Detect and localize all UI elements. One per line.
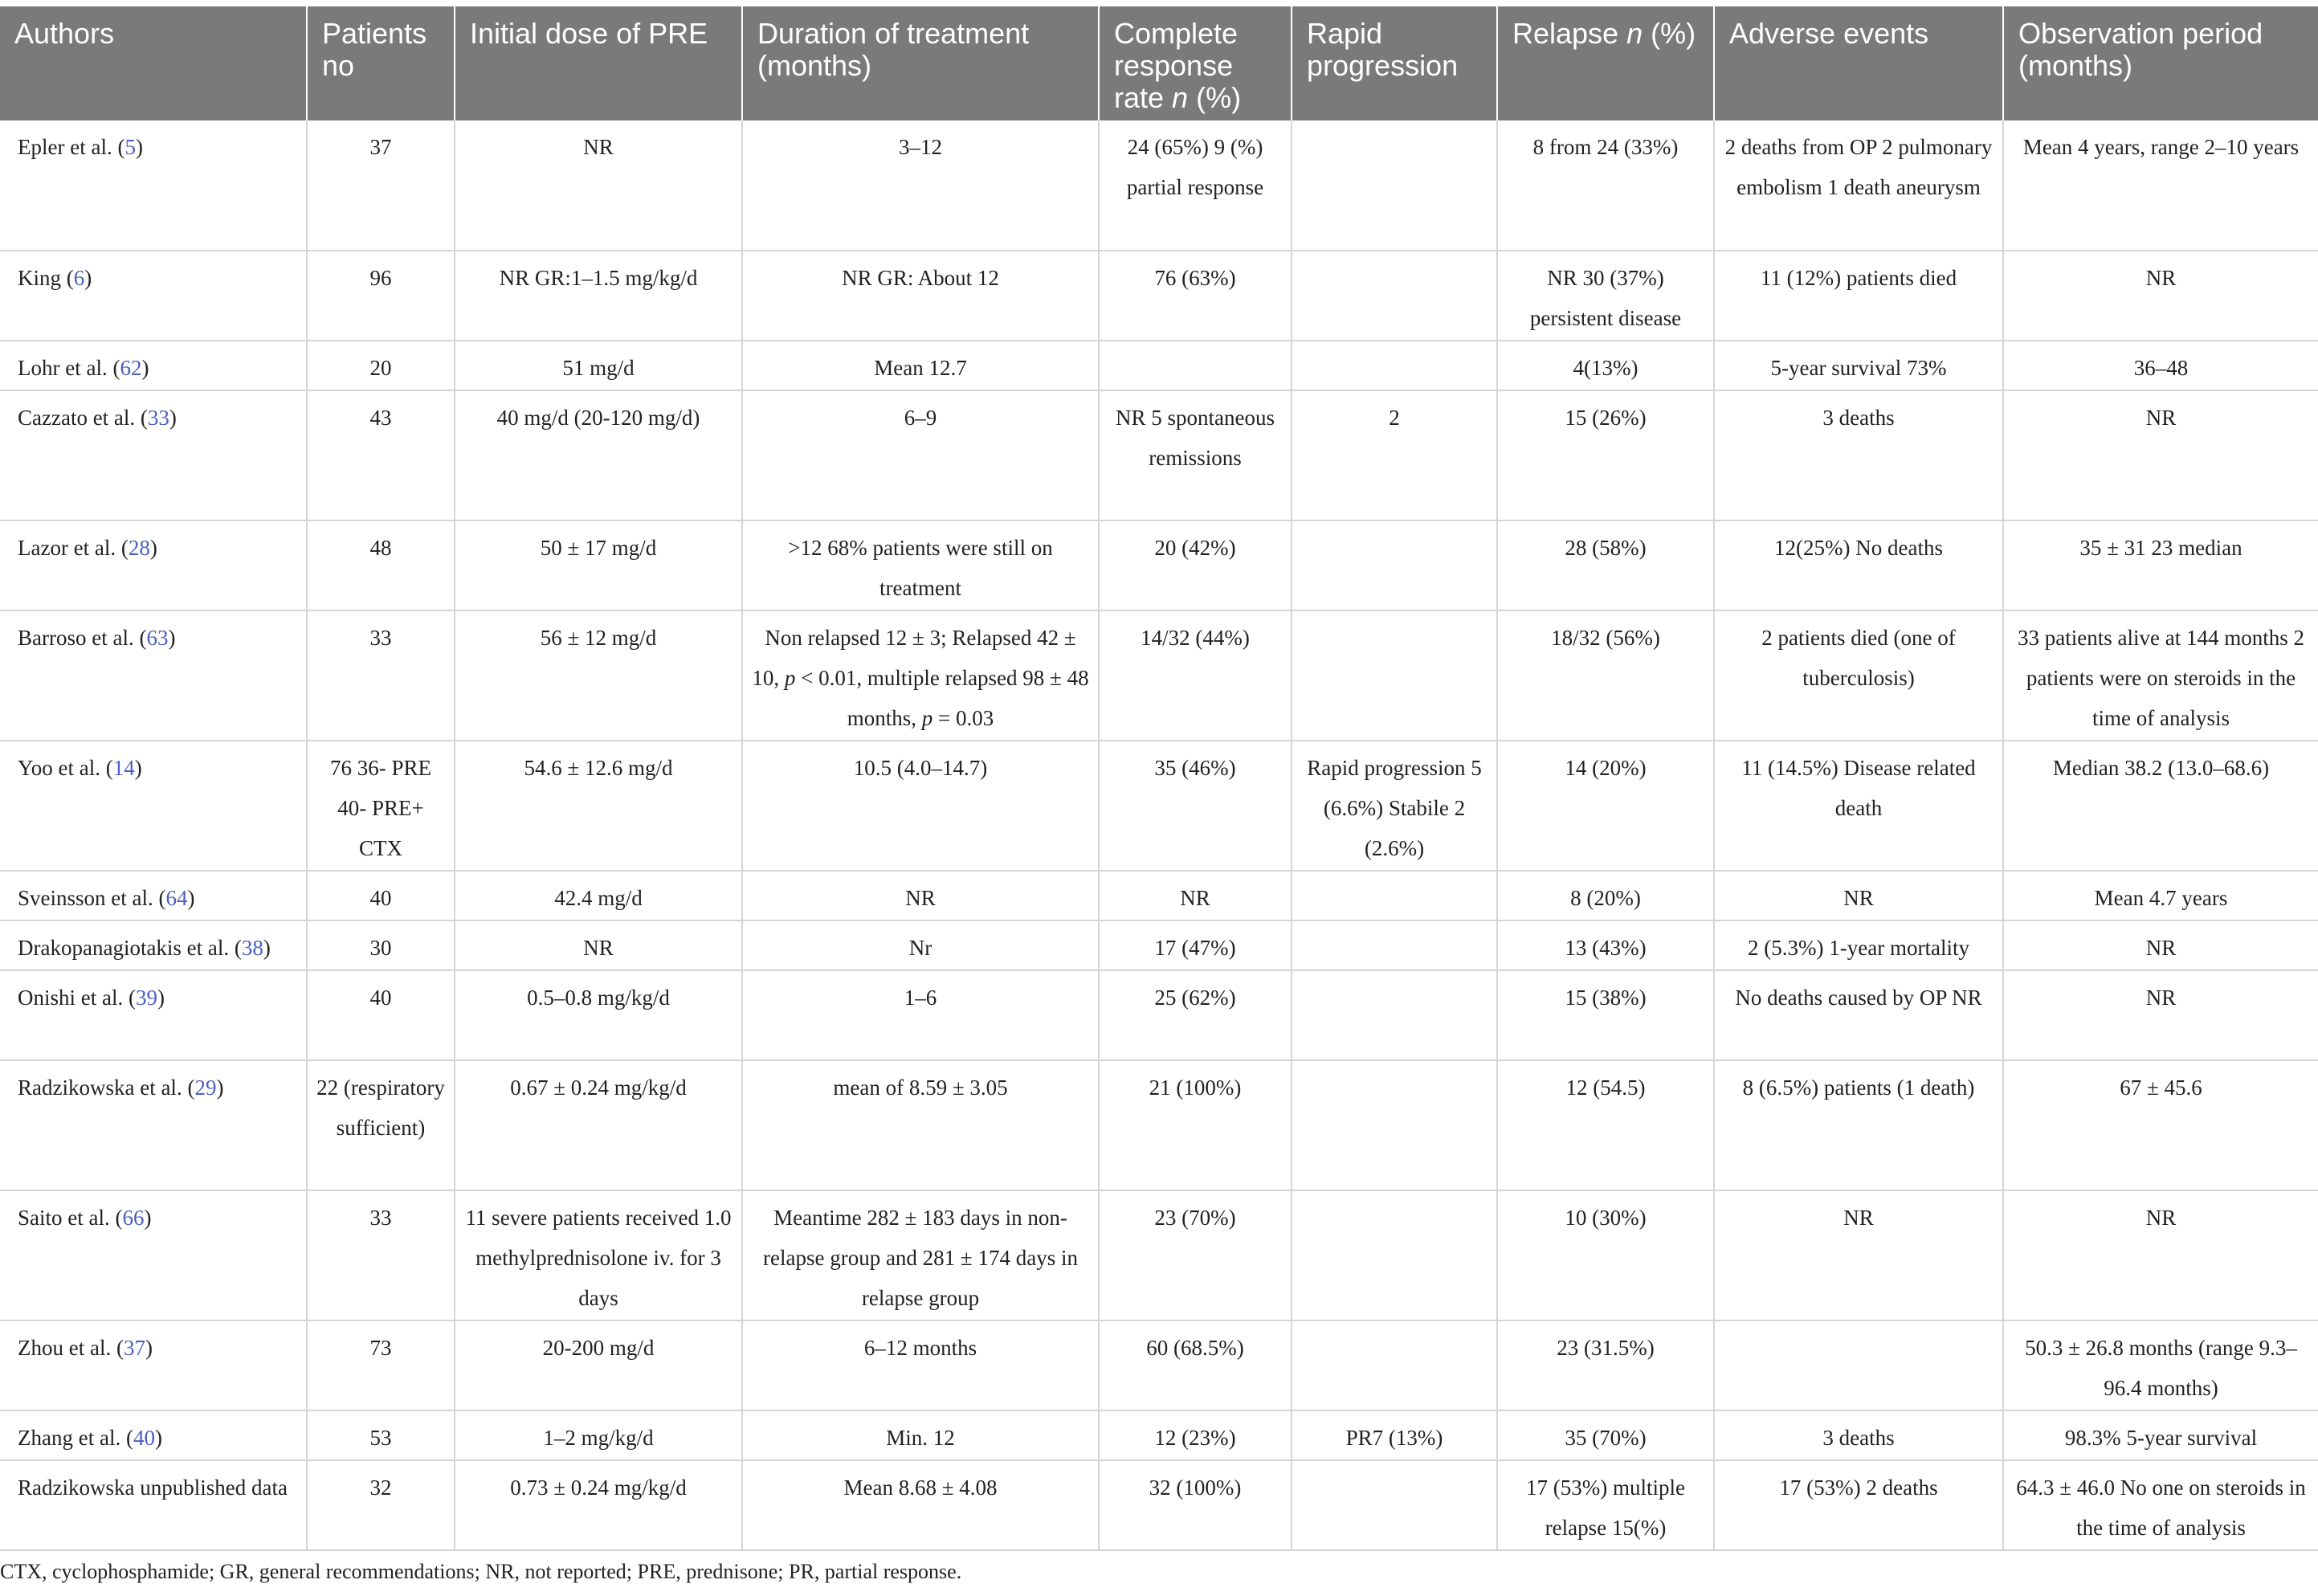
adverse-cell	[1714, 1320, 2003, 1410]
patients-cell: 37	[307, 120, 455, 251]
relapse-cell: 14 (20%)	[1497, 741, 1714, 871]
observation-cell: 67 ± 45.6	[2003, 1060, 2318, 1190]
dose-cell: 0.73 ± 0.24 mg/kg/d	[455, 1460, 742, 1550]
response-cell: 76 (63%)	[1099, 251, 1292, 341]
duration-cell: 6–9	[742, 390, 1099, 520]
response-cell: 60 (68.5%)	[1099, 1320, 1292, 1410]
duration-cell: Min. 12	[742, 1410, 1099, 1460]
duration-cell: NR	[742, 871, 1099, 920]
observation-cell: 50.3 ± 26.8 months (range 9.3–96.4 months)	[2003, 1320, 2318, 1410]
patients-cell: 43	[307, 390, 455, 520]
relapse-cell: 15 (26%)	[1497, 390, 1714, 520]
table-row	[0, 1190, 2318, 1320]
dose-cell: 56 ± 12 mg/d	[455, 610, 742, 741]
dose-cell: 1–2 mg/kg/d	[455, 1410, 742, 1460]
dose-cell: 42.4 mg/d	[455, 871, 742, 920]
progression-cell	[1292, 341, 1497, 390]
observation-cell: Median 38.2 (13.0–68.6)	[2003, 741, 2318, 871]
author-cell: Drakopanagiotakis et al. (38)	[0, 920, 307, 970]
duration-cell: 10.5 (4.0–14.7)	[742, 741, 1099, 871]
adverse-cell: 2 patients died (one of tuberculosis)	[1714, 610, 2003, 741]
reference-link[interactable]: 6	[73, 266, 85, 290]
adverse-cell: NR	[1714, 871, 2003, 920]
dose-cell: 0.5–0.8 mg/kg/d	[455, 970, 742, 1060]
author-cell: Barroso et al. (63)	[0, 610, 307, 741]
observation-cell: NR	[2003, 970, 2318, 1060]
dose-cell: 51 mg/d	[455, 341, 742, 390]
dose-cell: 54.6 ± 12.6 mg/d	[455, 741, 742, 871]
observation-cell: NR	[2003, 390, 2318, 520]
author-cell: Cazzato et al. (33)	[0, 390, 307, 520]
author-cell: Onishi et al. (39)	[0, 970, 307, 1060]
progression-cell	[1292, 610, 1497, 741]
observation-cell: Mean 4 years, range 2–10 years	[2003, 120, 2318, 251]
relapse-cell: 12 (54.5)	[1497, 1060, 1714, 1190]
table-row	[0, 920, 2318, 970]
observation-cell: NR	[2003, 920, 2318, 970]
dose-cell: NR	[455, 920, 742, 970]
duration-cell: Mean 8.68 ± 4.08	[742, 1460, 1099, 1550]
response-cell: 21 (100%)	[1099, 1060, 1292, 1190]
response-cell: 17 (47%)	[1099, 920, 1292, 970]
table-row	[0, 610, 2318, 741]
observation-cell: 33 patients alive at 144 months 2 patients were on steroids in the time of analysis	[2003, 610, 2318, 741]
duration-cell: Meantime 282 ± 183 days in non-relapse group and 281 ± 174 days in relapse group	[742, 1190, 1099, 1320]
duration-cell: mean of 8.59 ± 3.05	[742, 1060, 1099, 1190]
col-header-progression: Rapid progression	[1292, 6, 1497, 120]
adverse-cell: 11 (14.5%) Disease related death	[1714, 741, 2003, 871]
patients-cell: 22 (respiratory sufficient)	[307, 1060, 455, 1190]
author-cell: King (6)	[0, 251, 307, 341]
duration-cell: 1–6	[742, 970, 1099, 1060]
observation-cell: 98.3% 5-year survival	[2003, 1410, 2318, 1460]
reference-link[interactable]: 40	[133, 1426, 155, 1450]
response-cell	[1099, 341, 1292, 390]
adverse-cell: 11 (12%) patients died	[1714, 251, 2003, 341]
reference-link[interactable]: 14	[112, 756, 135, 780]
progression-cell	[1292, 970, 1497, 1060]
duration-cell: 3–12	[742, 120, 1099, 251]
dose-cell: 20-200 mg/d	[455, 1320, 742, 1410]
col-header-initial-dose: Initial dose of PRE	[455, 6, 742, 120]
reference-link[interactable]: 64	[165, 886, 188, 910]
observation-cell: 35 ± 31 23 median	[2003, 520, 2318, 610]
col-header-response: Complete response rate n (%)	[1099, 6, 1292, 120]
patients-cell: 20	[307, 341, 455, 390]
response-cell: 24 (65%) 9 (%) partial response	[1099, 120, 1292, 251]
duration-cell: NR GR: About 12	[742, 251, 1099, 341]
col-header-patients: Patients no	[307, 6, 455, 120]
table-footnote: CTX, cyclophosphamide; GR, general recommendations; NR, not reported; PRE, prednisone; PR, partial response.	[0, 1560, 962, 1583]
author-cell: Zhang et al. (40)	[0, 1410, 307, 1460]
duration-cell: 6–12 months	[742, 1320, 1099, 1410]
patients-cell: 33	[307, 610, 455, 741]
progression-cell	[1292, 920, 1497, 970]
observation-cell: NR	[2003, 1190, 2318, 1320]
response-cell: 25 (62%)	[1099, 970, 1292, 1060]
table-row	[0, 1320, 2318, 1410]
author-cell: Zhou et al. (37)	[0, 1320, 307, 1410]
relapse-cell: 8 (20%)	[1497, 871, 1714, 920]
reference-link[interactable]: 39	[135, 986, 157, 1010]
relapse-cell: 4(13%)	[1497, 341, 1714, 390]
relapse-cell: 23 (31.5%)	[1497, 1320, 1714, 1410]
col-header-adverse: Adverse events	[1714, 6, 2003, 120]
response-cell: 32 (100%)	[1099, 1460, 1292, 1550]
observation-cell: Mean 4.7 years	[2003, 871, 2318, 920]
table-container	[0, 6, 2318, 1551]
dose-cell: NR GR:1–1.5 mg/kg/d	[455, 251, 742, 341]
adverse-cell: 17 (53%) 2 deaths	[1714, 1460, 2003, 1550]
adverse-cell: 2 deaths from OP 2 pulmonary embolism 1 death aneurysm	[1714, 120, 2003, 251]
relapse-cell: 15 (38%)	[1497, 970, 1714, 1060]
table-row	[0, 741, 2318, 871]
patients-cell: 32	[307, 1460, 455, 1550]
reference-link[interactable]: 5	[124, 135, 136, 159]
patients-cell: 73	[307, 1320, 455, 1410]
relapse-cell: NR 30 (37%) persistent disease	[1497, 251, 1714, 341]
reference-link[interactable]: 29	[194, 1076, 217, 1100]
author-cell: Saito et al. (66)	[0, 1190, 307, 1320]
author-cell: Lohr et al. (62)	[0, 341, 307, 390]
col-header-relapse: Relapse n (%)	[1497, 6, 1714, 120]
reference-link[interactable]: 37	[123, 1336, 145, 1360]
header-row	[0, 6, 2318, 120]
col-header-authors: Authors	[0, 6, 307, 120]
table-row	[0, 120, 2318, 251]
observation-cell: 64.3 ± 46.0 No one on steroids in the time of analysis	[2003, 1460, 2318, 1550]
author-cell: Yoo et al. (14)	[0, 741, 307, 871]
response-cell: 12 (23%)	[1099, 1410, 1292, 1460]
relapse-cell: 18/32 (56%)	[1497, 610, 1714, 741]
table-row	[0, 970, 2318, 1060]
response-cell: 20 (42%)	[1099, 520, 1292, 610]
table-row	[0, 251, 2318, 341]
progression-cell	[1292, 251, 1497, 341]
progression-cell	[1292, 1320, 1497, 1410]
patients-cell: 40	[307, 970, 455, 1060]
progression-cell	[1292, 1460, 1497, 1550]
observation-cell: 36–48	[2003, 341, 2318, 390]
reference-link[interactable]: 33	[147, 406, 169, 430]
patients-cell: 76 36- PRE 40- PRE+ CTX	[307, 741, 455, 871]
reference-link[interactable]: 63	[146, 626, 169, 650]
duration-cell: Mean 12.7	[742, 341, 1099, 390]
col-header-duration: Duration of treatment (months)	[742, 6, 1099, 120]
table-row	[0, 390, 2318, 520]
adverse-cell: No deaths caused by OP NR	[1714, 970, 2003, 1060]
reference-link[interactable]: 38	[241, 936, 263, 960]
progression-cell	[1292, 871, 1497, 920]
duration-cell: Nr	[742, 920, 1099, 970]
table-row	[0, 520, 2318, 610]
author-cell: Lazor et al. (28)	[0, 520, 307, 610]
table-row	[0, 1410, 2318, 1460]
relapse-cell: 17 (53%) multiple relapse 15(%)	[1497, 1460, 1714, 1550]
progression-cell	[1292, 520, 1497, 610]
adverse-cell: 3 deaths	[1714, 1410, 2003, 1460]
dose-cell: 40 mg/d (20-120 mg/d)	[455, 390, 742, 520]
author-cell: Radzikowska unpublished data	[0, 1460, 307, 1550]
relapse-cell: 35 (70%)	[1497, 1410, 1714, 1460]
adverse-cell: 2 (5.3%) 1-year mortality	[1714, 920, 2003, 970]
progression-cell: 2	[1292, 390, 1497, 520]
progression-cell	[1292, 1190, 1497, 1320]
data-table	[0, 6, 2318, 1551]
patients-cell: 40	[307, 871, 455, 920]
patients-cell: 48	[307, 520, 455, 610]
table-row	[0, 341, 2318, 390]
patients-cell: 53	[307, 1410, 455, 1460]
col-header-observation: Observation period (months)	[2003, 6, 2318, 120]
table-row	[0, 871, 2318, 920]
reference-link[interactable]: 66	[122, 1206, 145, 1230]
relapse-cell: 8 from 24 (33%)	[1497, 120, 1714, 251]
relapse-cell: 13 (43%)	[1497, 920, 1714, 970]
author-cell: Radzikowska et al. (29)	[0, 1060, 307, 1190]
response-cell: 35 (46%)	[1099, 741, 1292, 871]
adverse-cell: 5-year survival 73%	[1714, 341, 2003, 390]
progression-cell	[1292, 120, 1497, 251]
patients-cell: 96	[307, 251, 455, 341]
response-cell: 14/32 (44%)	[1099, 610, 1292, 741]
reference-link[interactable]: 62	[120, 356, 142, 380]
progression-cell	[1292, 1060, 1497, 1190]
adverse-cell: NR	[1714, 1190, 2003, 1320]
dose-cell: 11 severe patients received 1.0 methylprednisolone iv. for 3 days	[455, 1190, 742, 1320]
progression-cell: PR7 (13%)	[1292, 1410, 1497, 1460]
response-cell: 23 (70%)	[1099, 1190, 1292, 1320]
adverse-cell: 8 (6.5%) patients (1 death)	[1714, 1060, 2003, 1190]
table-row	[0, 1460, 2318, 1550]
duration-cell: >12 68% patients were still on treatment	[742, 520, 1099, 610]
progression-cell: Rapid progression 5 (6.6%) Stabile 2 (2.6%)	[1292, 741, 1497, 871]
table-row	[0, 1060, 2318, 1190]
dose-cell: NR	[455, 120, 742, 251]
dose-cell: 0.67 ± 0.24 mg/kg/d	[455, 1060, 742, 1190]
reference-link[interactable]: 28	[128, 536, 150, 560]
dose-cell: 50 ± 17 mg/d	[455, 520, 742, 610]
adverse-cell: 12(25%) No deaths	[1714, 520, 2003, 610]
duration-cell: Non relapsed 12 ± 3; Relapsed 42 ± 10, p < 0.01, multiple relapsed 98 ± 48 months, p = 0.03	[742, 610, 1099, 741]
relapse-cell: 28 (58%)	[1497, 520, 1714, 610]
patients-cell: 33	[307, 1190, 455, 1320]
response-cell: NR	[1099, 871, 1292, 920]
observation-cell: NR	[2003, 251, 2318, 341]
adverse-cell: 3 deaths	[1714, 390, 2003, 520]
response-cell: NR 5 spontaneous remissions	[1099, 390, 1292, 520]
author-cell: Sveinsson et al. (64)	[0, 871, 307, 920]
relapse-cell: 10 (30%)	[1497, 1190, 1714, 1320]
author-cell: Epler et al. (5)	[0, 120, 307, 251]
patients-cell: 30	[307, 920, 455, 970]
